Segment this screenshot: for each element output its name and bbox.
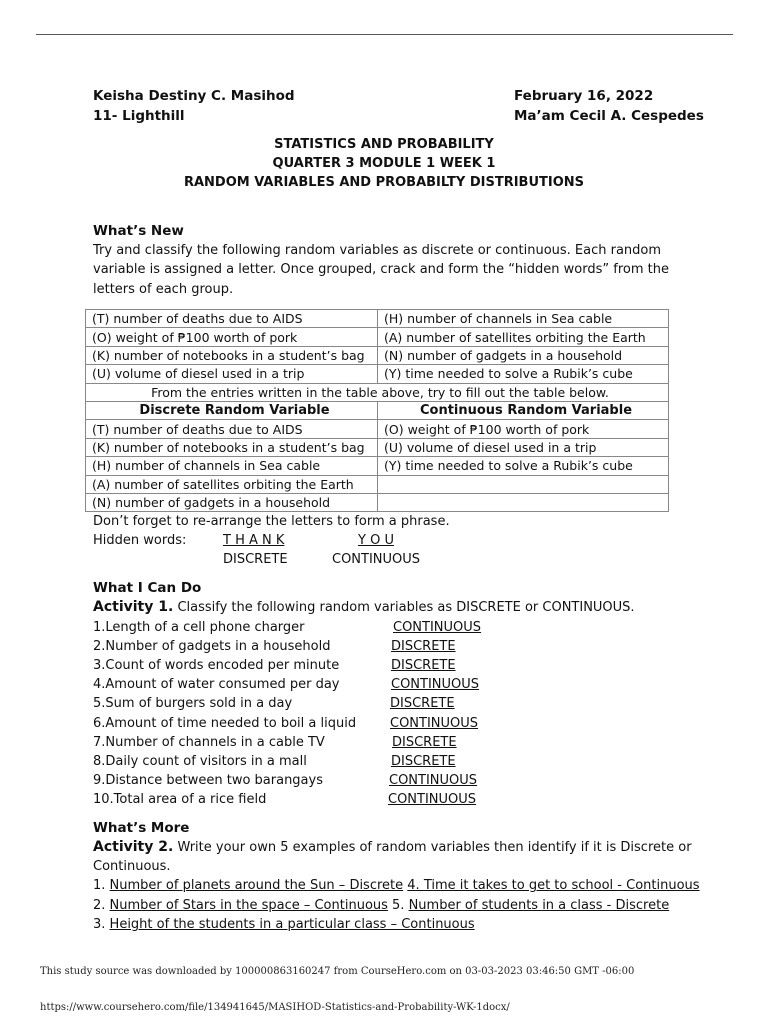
activity-2-number: 1. <box>93 878 110 893</box>
table-cell: (Y) time needed to solve a Rubik’s cube <box>378 365 669 383</box>
activity-2-instructions <box>93 839 692 855</box>
activity-1-answer: DISCRETE <box>391 658 456 673</box>
activity-1-text: Classify the following random variables as DISCRETE or CONTINUOUS. <box>173 600 635 615</box>
table-cell: (U) volume of diesel used in a trip <box>378 438 669 456</box>
activity-1-answer: CONTINUOUS <box>388 792 477 807</box>
activity-1-answer: CONTINUOUS <box>393 620 482 635</box>
table-cell: (Y) time needed to solve a Rubik’s cube <box>378 457 669 475</box>
activity-1-question: 5.Sum of burgers sold in a day <box>93 696 293 711</box>
table-instruction: From the entries written in the table above, try to fill out the table below. <box>86 383 669 401</box>
activity-1-question: 10.Total area of a rice field <box>93 792 267 807</box>
table-row <box>86 383 669 401</box>
title-topic: RANDOM VARIABLES AND PROBABILTY DISTRIBUTIONS <box>183 175 585 190</box>
activity-2-line <box>93 878 700 893</box>
activity-1-question: 6.Amount of time needed to boil a liquid <box>93 716 357 731</box>
download-source-note: This study source was downloaded by 100000863160247 from CourseHero.com on 03-03-2023 03:46:50 GMT -06:00 <box>40 966 635 977</box>
hidden-word-caption-continuous: CONTINUOUS <box>332 552 421 567</box>
activity-2-number: 5. <box>387 898 409 913</box>
table-row <box>86 365 669 383</box>
section-heading-what-i-can-do: What I Can Do <box>93 580 202 596</box>
column-header-discrete: Discrete Random Variable <box>86 401 378 419</box>
table-cell <box>378 475 669 493</box>
activity-1-question: 4.Amount of water consumed per day <box>93 677 340 692</box>
activity-2-example: Number of Stars in the space – Continuous <box>109 898 388 913</box>
whats-new-paragraph-line: letters of each group. <box>93 282 234 297</box>
activity-2-line <box>93 917 475 932</box>
activity-1-answer: DISCRETE <box>392 735 457 750</box>
activity-2-example: Number of planets around the Sun – Discrete <box>109 878 404 893</box>
table-cell: (N) number of gadgets in a household <box>378 346 669 364</box>
activity-2-label: Activity 2. <box>93 839 174 855</box>
table-cell: (O) weight of ₱100 worth of pork <box>378 420 669 438</box>
activity-1-answer: DISCRETE <box>390 696 455 711</box>
reminder-text: Don’t forget to re-arrange the letters to form a phrase. <box>93 514 450 529</box>
table-cell <box>378 493 669 511</box>
title-subject: STATISTICS AND PROBABILITY <box>274 137 494 152</box>
table-cell: (A) number of satellites orbiting the Earth <box>86 475 378 493</box>
table-cell: (O) weight of ₱100 worth of pork <box>86 328 378 346</box>
hidden-words-label: Hidden words: <box>93 533 187 548</box>
column-header-continuous: Continuous Random Variable <box>378 401 669 419</box>
source-url-link[interactable]: https://www.coursehero.com/file/134941645/MASIHOD-Statistics-and-Probability-WK-1docx/ <box>40 1002 510 1013</box>
table-row <box>86 328 669 346</box>
table-header-row <box>86 401 669 419</box>
table-cell: (T) number of deaths due to AIDS <box>86 310 378 328</box>
section-heading-whats-new: What’s New <box>93 223 184 239</box>
title-module: QUARTER 3 MODULE 1 WEEK 1 <box>272 156 496 171</box>
document-date: February 16, 2022 <box>514 88 654 104</box>
table-cell: (A) number of satellites orbiting the Earth <box>378 328 669 346</box>
activity-1-question: 1.Length of a cell phone charger <box>93 620 305 635</box>
whats-new-paragraph-line: variable is assigned a letter. Once grouped, crack and form the “hidden words” from the <box>93 262 669 277</box>
activity-2-example: Number of students in a class - Discrete <box>408 898 670 913</box>
table-cell: (N) number of gadgets in a household <box>86 493 378 511</box>
activity-2-text-continued: Continuous. <box>93 859 171 874</box>
table-row <box>86 475 669 493</box>
activity-2-number: 3. <box>93 917 110 932</box>
activity-1-answer: CONTINUOUS <box>389 773 478 788</box>
hidden-word-continuous: Y O U <box>358 533 394 548</box>
activity-1-answer: DISCRETE <box>391 754 456 769</box>
activity-1-question: 7.Number of channels in a cable TV <box>93 735 325 750</box>
activity-2-text: Write your own 5 examples of random variables then identify if it is Discrete or <box>173 840 692 855</box>
hidden-word-discrete: T H A N K <box>223 533 285 548</box>
table-cell: (H) number of channels in Sea cable <box>378 310 669 328</box>
table-row <box>86 493 669 511</box>
activity-1-question: 9.Distance between two barangays <box>93 773 323 788</box>
activity-1-question: 2.Number of gadgets in a household <box>93 639 331 654</box>
table-cell: (U) volume of diesel used in a trip <box>86 365 378 383</box>
section-heading-whats-more: What’s More <box>93 820 190 836</box>
activity-1-answer: CONTINUOUS <box>390 716 479 731</box>
table-cell: (H) number of channels in Sea cable <box>86 457 378 475</box>
activity-1-answer: DISCRETE <box>391 639 456 654</box>
activity-1-question: 8.Daily count of visitors in a mall <box>93 754 307 769</box>
activity-2-line <box>93 898 669 913</box>
activity-1-answer: CONTINUOUS <box>391 677 480 692</box>
hidden-word-caption-discrete: DISCRETE <box>223 552 288 567</box>
table-row <box>86 346 669 364</box>
table-row <box>86 310 669 328</box>
table-row <box>86 438 669 456</box>
activity-1-label: Activity 1. <box>93 599 174 615</box>
table-cell: (T) number of deaths due to AIDS <box>86 420 378 438</box>
teacher-name: Ma’am Cecil A. Cespedes <box>514 108 704 124</box>
table-cell: (K) number of notebooks in a student’s bag <box>86 346 378 364</box>
table-cell: (K) number of notebooks in a student’s bag <box>86 438 378 456</box>
activity-2-example: 4. Time it takes to get to school - Continuous <box>407 878 700 893</box>
top-rule <box>36 34 733 35</box>
activity-2-number: 2. <box>93 898 110 913</box>
activity-1-instructions <box>93 599 635 615</box>
table-row <box>86 420 669 438</box>
activity-1-question: 3.Count of words encoded per minute <box>93 658 340 673</box>
classification-table <box>85 309 669 512</box>
table-row <box>86 457 669 475</box>
activity-2-example: Height of the students in a particular class – Continuous <box>109 917 475 932</box>
student-name: Keisha Destiny C. Masihod <box>93 88 295 104</box>
whats-new-paragraph-line: Try and classify the following random variables as discrete or continuous. Each random <box>93 243 662 258</box>
student-section: 11- Lighthill <box>93 108 185 124</box>
